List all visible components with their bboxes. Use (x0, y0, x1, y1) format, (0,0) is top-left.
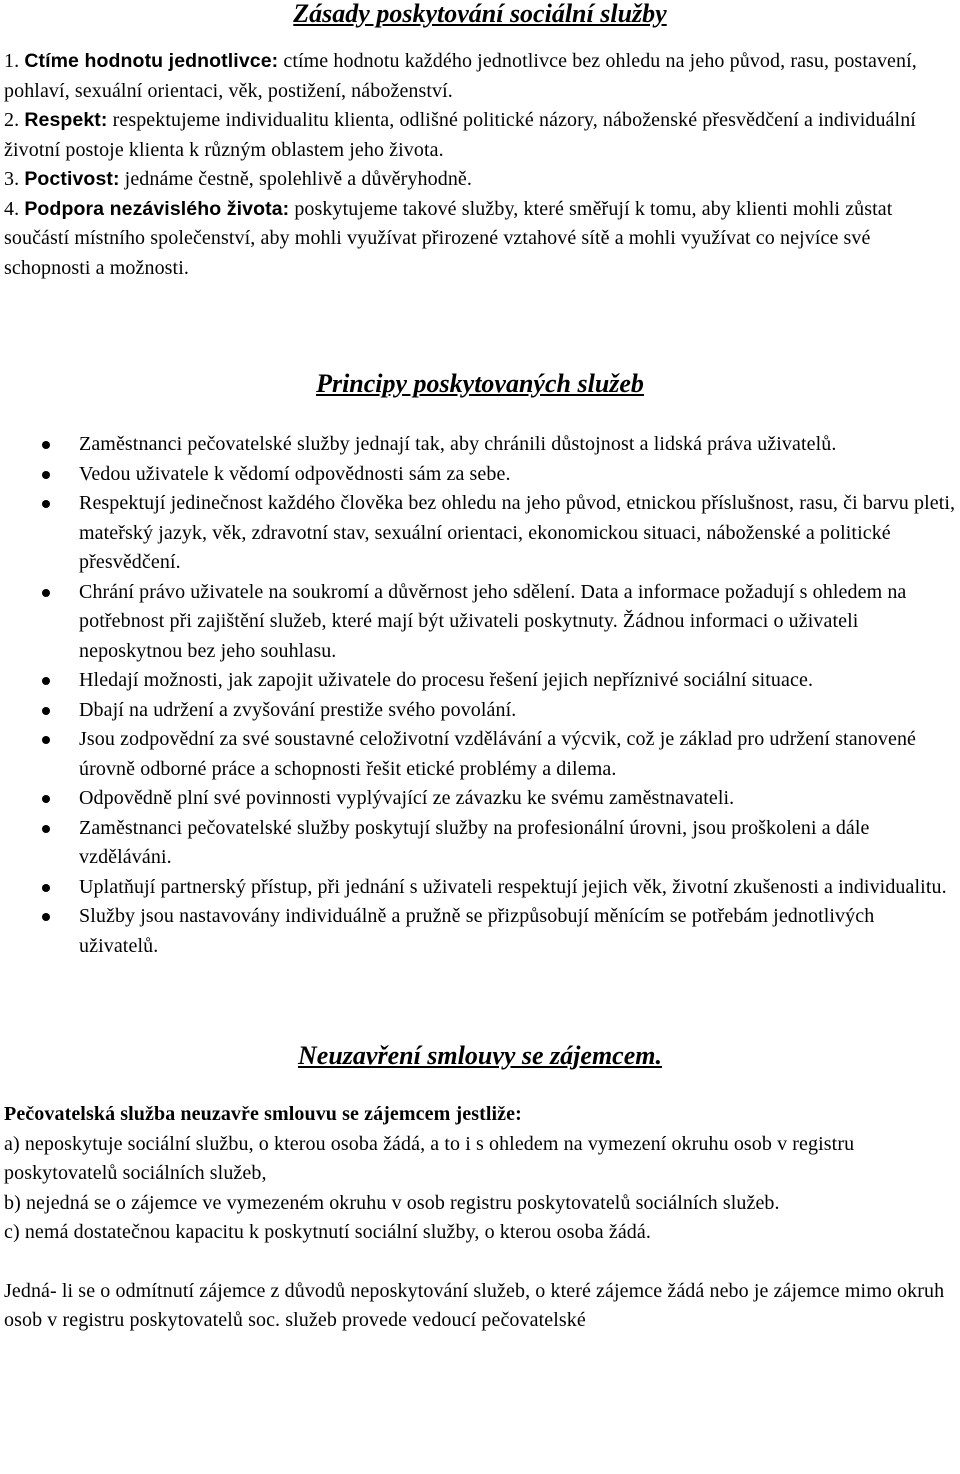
list-item: Respektují jedinečnost každého člověka bez ohledu na jeho původ, etnickou příslušnost, rasu, či barvu pleti, mateřský jazyk, věk, zdravotní stav, sexuální orientaci, ekonomickou situaci, náboženské a politické přesvědčení. (4, 489, 956, 578)
document-page (4, 0, 956, 1336)
section-intro: Pečovatelská služba neuzavře smlouvu se zájemcem jestliže: (4, 1103, 522, 1125)
bullet-icon (42, 471, 50, 479)
bullet-icon (42, 441, 50, 449)
list-item: Uplatňují partnerský přístup, při jednání s uživateli respektují jejich věk, životní zkušenosti a individualitu. (4, 873, 956, 903)
page-title: Zásady poskytování sociální služby (293, 0, 667, 28)
closing-paragraph: Jedná- li se o odmítnutí zájemce z důvodů neposkytování služeb, o které zájemce žádá nebo je zájemce mimo okruh osob v registru poskytovatelů soc. služeb provede vedoucí pečovatelské (4, 1279, 945, 1331)
bullet-icon (42, 825, 50, 833)
condition-item: c) nemá dostatečnou kapacitu k poskytnutí sociální služby, o kterou osoba žádá. (4, 1221, 651, 1243)
list-item: Odpovědně plní své povinnosti vyplývající ze závazku ke svému zaměstnavateli. (4, 784, 956, 814)
bullet-icon (42, 500, 50, 508)
bullet-icon (42, 589, 50, 597)
list-item: Vedou uživatele k vědomí odpovědnosti sám za sebe. (4, 460, 956, 490)
refusal-section (4, 1100, 956, 1336)
principles-list (4, 47, 956, 283)
list-item: Služby jsou nastavovány individuálně a pružně se přizpůsobují měnícím se potřebám jednotlivých uživatelů. (4, 902, 956, 961)
bullet-icon (42, 677, 50, 685)
condition-item: b) nejedná se o zájemce ve vymezeném okruhu v osob registru poskytovatelů sociálních služeb. (4, 1191, 780, 1214)
list-item: Dbají na udržení a zvyšování prestiže svého povolání. (4, 696, 956, 726)
bullet-icon (42, 913, 50, 921)
list-item: Jsou zodpovědní za své soustavné celoživotní vzdělávání a výcvik, což je základ pro udržení stanovené úrovně odborné práce a schopnosti řešit etické problémy a dilema. (4, 725, 956, 784)
list-item: Hledají možnosti, jak zapojit uživatele do procesu řešení jejich nepříznivé sociální situace. (4, 666, 956, 696)
principle-item: 3. Poctivost: jednáme čestně, spolehlivě a důvěryhodně. (4, 168, 472, 190)
principle-item: 2. Respekt: respektujeme individualitu klienta, odlišné politické názory, náboženské přesvědčení a individuální životní postoje klienta k různým oblastem jeho života. (4, 109, 916, 161)
list-item: Zaměstnanci pečovatelské služby poskytují služby na profesionální úrovni, jsou proškoleni a dále vzděláváni. (4, 814, 956, 873)
bullet-icon (42, 795, 50, 803)
section-title: Principy poskytovaných služeb (316, 369, 644, 398)
list-item: Zaměstnanci pečovatelské služby jednají tak, aby chránili důstojnost a lidská práva uživatelů. (4, 430, 956, 460)
section-title: Neuzavření smlouvy se zájemcem. (298, 1041, 662, 1070)
bullet-icon (42, 884, 50, 892)
bullet-icon (42, 736, 50, 744)
bullet-icon (42, 707, 50, 715)
principles-bullet-list (4, 430, 956, 961)
principle-item: 4. Podpora nezávislého života: poskytujeme takové služby, které směřují k tomu, aby klienti mohli zůstat součástí místního společenství, aby mohli využívat přirozené vztahové sítě a mohli využívat co nejvíce své schopnosti a možnosti. (4, 197, 893, 279)
condition-item: a) neposkytuje sociální službu, o kterou osoba žádá, a to i s ohledem na vymezení okruhu osob v registru poskytovatelů sociálních služeb, (4, 1132, 855, 1184)
principle-item: 1. Ctíme hodnotu jednotlivce: ctíme hodnotu každého jednotlivce bez ohledu na jeho původ, rasu, postavení, pohlaví, sexuální orientaci, věk, postižení, náboženství. (4, 50, 917, 102)
list-item: Chrání právo uživatele na soukromí a důvěrnost jeho sdělení. Data a informace požadují s ohledem na potřebnost při zajištění služeb, které mají být uživateli poskytnuty. Žádnou informaci o uživateli neposkytnou bez jeho souhlasu. (4, 578, 956, 667)
